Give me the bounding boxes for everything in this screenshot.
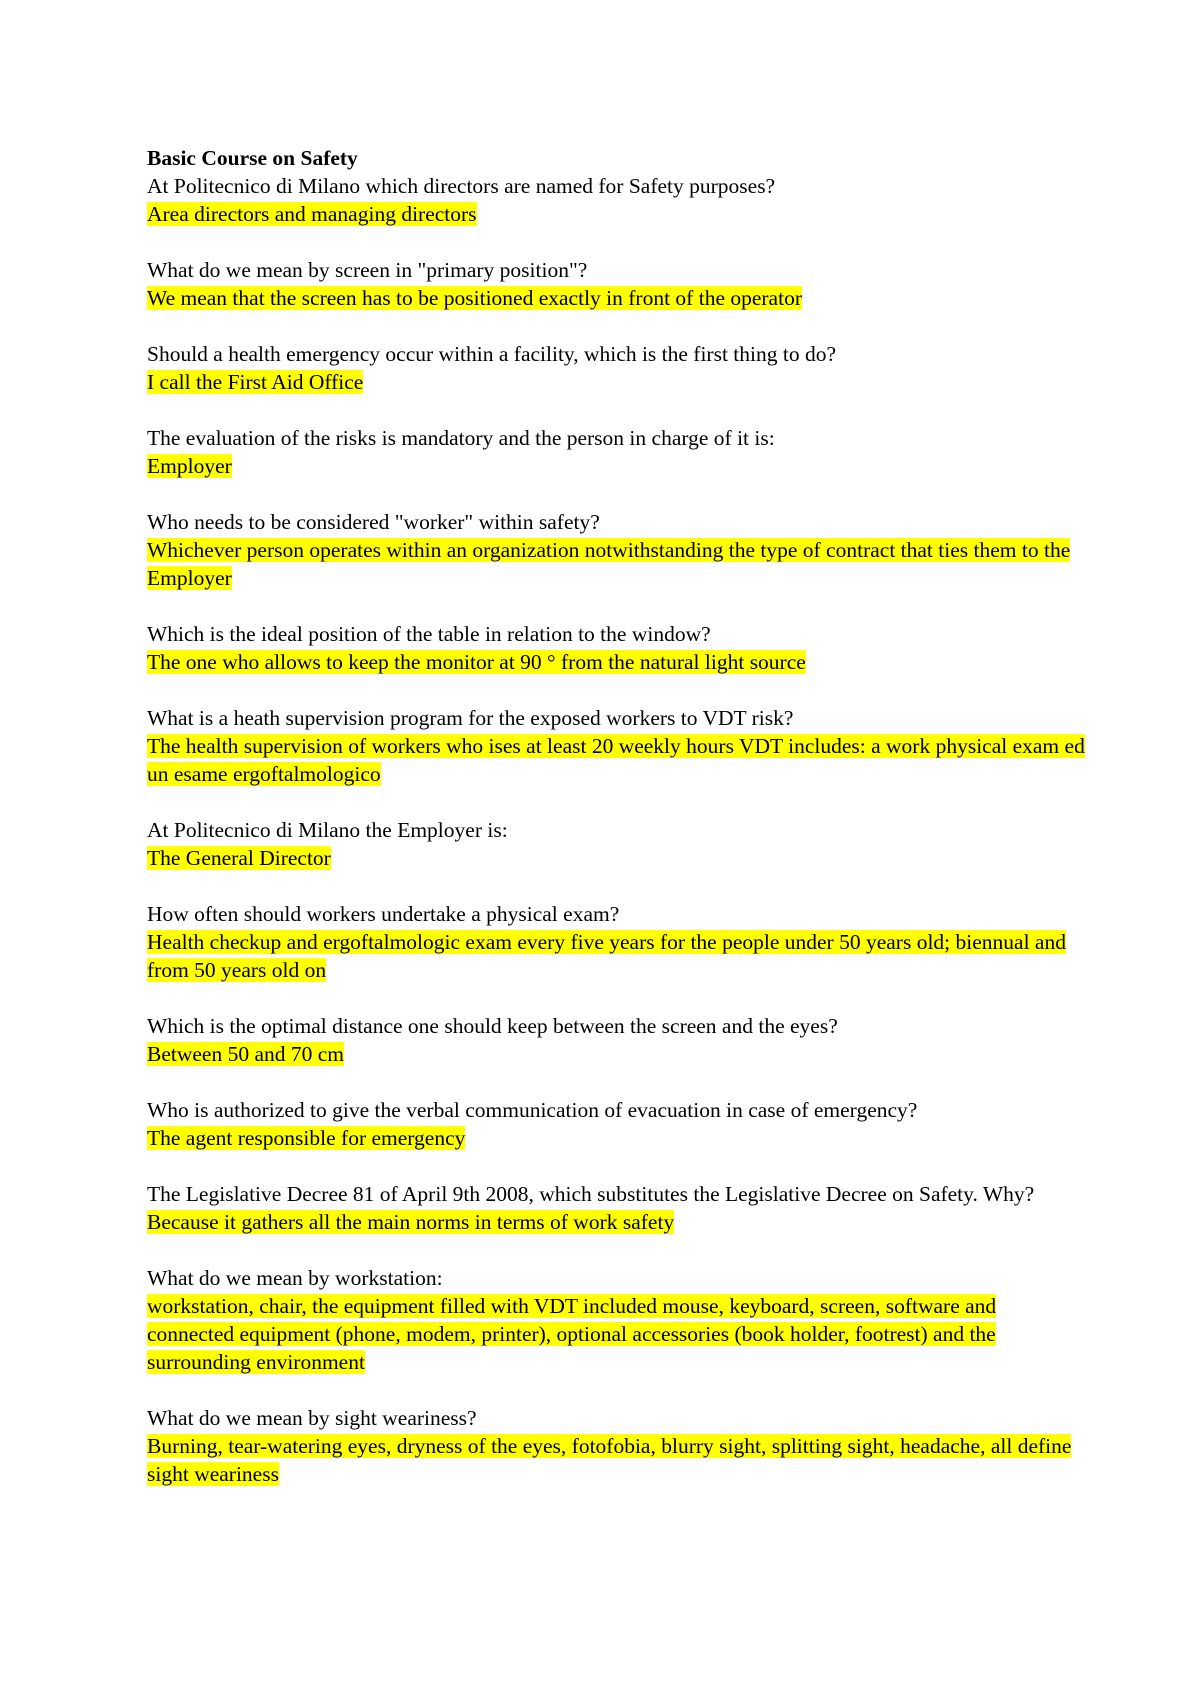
qa-item xyxy=(147,256,1087,312)
question-text: How often should workers undertake a physical exam? xyxy=(147,902,620,926)
question-text: What is a heath supervision program for the exposed workers to VDT risk? xyxy=(147,706,794,730)
document-title: Basic Course on Safety xyxy=(147,146,358,170)
document-page xyxy=(147,144,1087,1516)
qa-item xyxy=(147,340,1087,396)
highlighted-answer: Between 50 and 70 cm xyxy=(147,1042,345,1066)
question-text: Which is the ideal position of the table in relation to the window? xyxy=(147,622,711,646)
answer-block xyxy=(147,1292,1087,1376)
question-text: At Politecnico di Milano the Employer is: xyxy=(147,818,508,842)
highlighted-answer: We mean that the screen has to be positioned exactly in front of the operator xyxy=(147,286,802,310)
answer-block xyxy=(147,844,1087,872)
highlighted-answer: Area directors and managing directors xyxy=(147,202,477,226)
qa-item xyxy=(147,816,1087,872)
question-text: At Politecnico di Milano which directors are named for Safety purposes? xyxy=(147,174,776,198)
answer-block xyxy=(147,536,1087,592)
answer-block xyxy=(147,1432,1087,1488)
highlighted-answer: Burning, tear-watering eyes, dryness of the eyes, fotofobia, blurry sight, splitting sight, headache, all define sight weariness xyxy=(147,1434,1072,1486)
highlighted-answer: Employer xyxy=(147,454,232,478)
qa-item xyxy=(147,1264,1087,1376)
highlighted-answer: Health checkup and ergoftalmologic exam every five years for the people under 50 years old; biennual and from 50 years old on xyxy=(147,930,1066,982)
answer-block xyxy=(147,200,1087,228)
answer-block xyxy=(147,732,1087,788)
qa-item xyxy=(147,620,1087,676)
qa-item xyxy=(147,900,1087,984)
highlighted-answer: Whichever person operates within an organization notwithstanding the type of contract that ties them to the Employer xyxy=(147,538,1071,590)
highlighted-answer: The General Director xyxy=(147,846,331,870)
answer-block xyxy=(147,648,1087,676)
qa-item xyxy=(147,704,1087,788)
question-text: The evaluation of the risks is mandatory and the person in charge of it is: xyxy=(147,426,775,450)
highlighted-answer: I call the First Aid Office xyxy=(147,370,364,394)
qa-item xyxy=(147,1180,1087,1236)
answer-block xyxy=(147,1124,1087,1152)
highlighted-answer: The one who allows to keep the monitor at 90 ° from the natural light source xyxy=(147,650,806,674)
qa-item xyxy=(147,1096,1087,1152)
highlighted-answer: The agent responsible for emergency xyxy=(147,1126,466,1150)
qa-item xyxy=(147,172,1087,228)
question-text: Who needs to be considered "worker" within safety? xyxy=(147,510,600,534)
question-text: Which is the optimal distance one should keep between the screen and the eyes? xyxy=(147,1014,838,1038)
qa-item xyxy=(147,508,1087,592)
answer-block xyxy=(147,1040,1087,1068)
answer-block xyxy=(147,928,1087,984)
highlighted-answer: workstation, chair, the equipment filled with VDT included mouse, keyboard, screen, software and connected equipment (phone, modem, printer), optional accessories (book holder, footrest) and the surrounding environment xyxy=(147,1294,997,1374)
qa-item xyxy=(147,1404,1087,1488)
question-text: Who is authorized to give the verbal communication of evacuation in case of emergency? xyxy=(147,1098,918,1122)
answer-block xyxy=(147,368,1087,396)
qa-item xyxy=(147,424,1087,480)
question-text: Should a health emergency occur within a facility, which is the first thing to do? xyxy=(147,342,837,366)
question-text: The Legislative Decree 81 of April 9th 2008, which substitutes the Legislative Decree on Safety. Why? xyxy=(147,1182,1035,1206)
question-text: What do we mean by screen in "primary position"? xyxy=(147,258,588,282)
answer-block xyxy=(147,284,1087,312)
highlighted-answer: The health supervision of workers who ises at least 20 weekly hours VDT includes: a work physical exam ed un esame ergoftalmologico xyxy=(147,734,1085,786)
question-text: What do we mean by sight weariness? xyxy=(147,1406,477,1430)
answer-block xyxy=(147,452,1087,480)
question-text: What do we mean by workstation: xyxy=(147,1266,443,1290)
highlighted-answer: Because it gathers all the main norms in terms of work safety xyxy=(147,1210,675,1234)
answer-block xyxy=(147,1208,1087,1236)
qa-item xyxy=(147,1012,1087,1068)
